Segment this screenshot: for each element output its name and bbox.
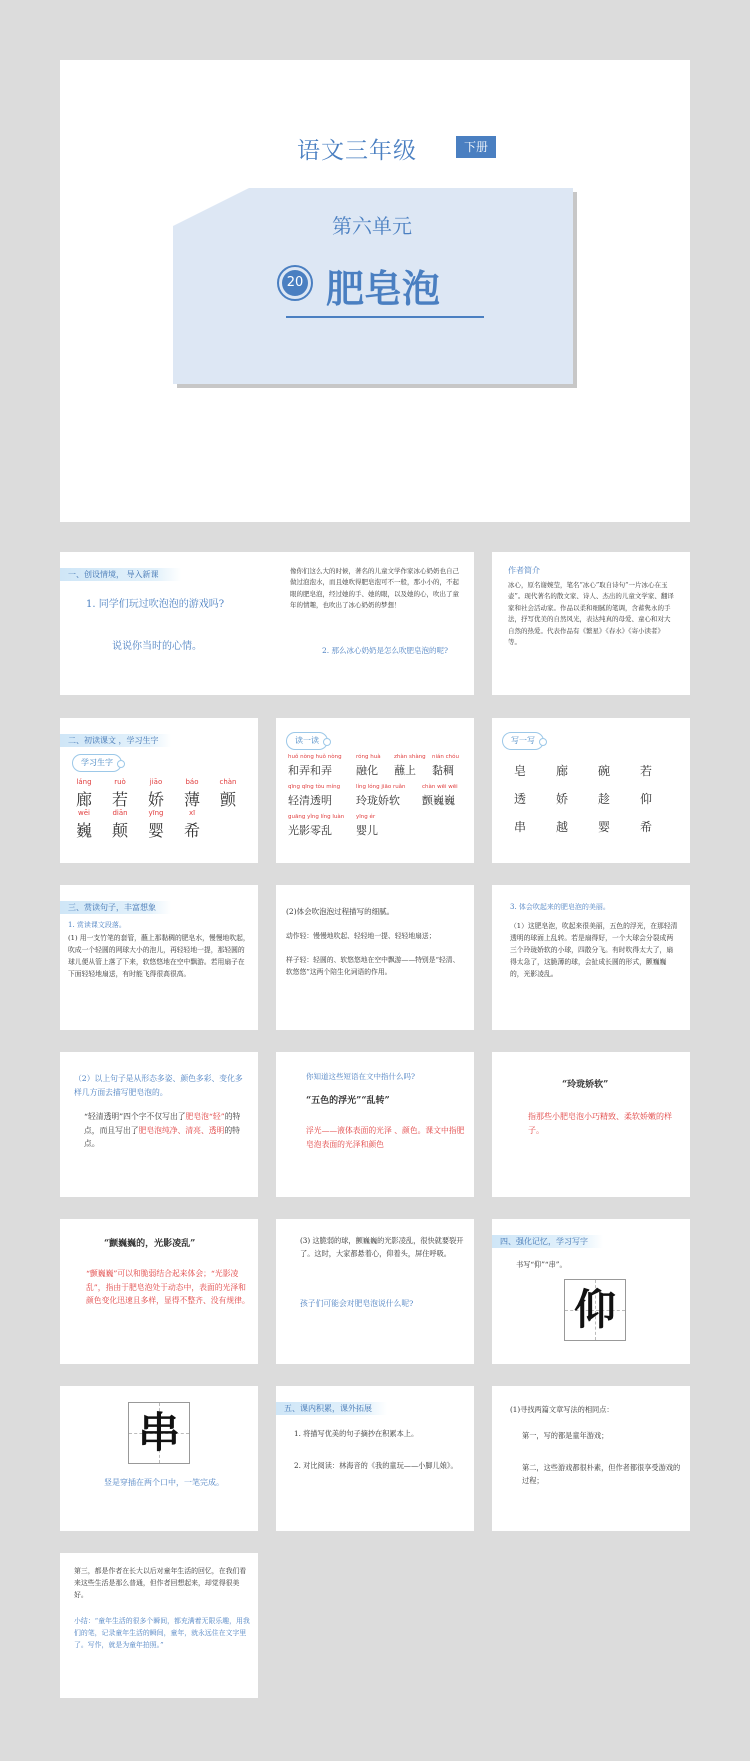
label-cloud: 学习生字 — [72, 754, 122, 772]
write-character: 婴 — [598, 820, 611, 834]
phrase: “玲珑娇软” — [562, 1080, 609, 1090]
character: 薄 — [183, 790, 200, 809]
answer-text-1: “轻清透明”四个字不仅写出了 — [84, 1112, 186, 1121]
answer-highlight-1: 肥皂泡“轻” — [185, 1112, 225, 1121]
character: 娇 — [147, 790, 164, 809]
word-pinyin: chàn wēi wēi — [422, 784, 458, 790]
slide-2 — [276, 552, 474, 695]
lesson-title: 肥皂泡 — [326, 267, 441, 311]
write-character: 希 — [640, 820, 653, 834]
word-pinyin: róng huà — [356, 754, 381, 760]
pinyin: wēi — [78, 809, 90, 817]
write-character: 仰 — [640, 792, 653, 806]
slide-16 — [60, 1386, 258, 1531]
word: 和弄和弄 — [288, 764, 332, 777]
slide-13 — [60, 1219, 258, 1364]
slide-1 — [60, 552, 287, 695]
label-cloud: 写一写 — [502, 732, 544, 750]
practice-character: 仰 — [573, 1285, 616, 1334]
write-character: 碗 — [598, 764, 611, 778]
paragraph-2: 样子轻：轻圆的、软悠悠地在空中飘游——特别是“轻清、软悠悠”这两个陪生化词语的作用。 — [286, 956, 460, 976]
paragraph-1: 动作轻：慢慢地吹起、轻轻地一提、轻轻地扇送； — [286, 932, 436, 940]
question: （2）以上句子是从形态多姿、颜色多彩、变化多样几方面去描写肥皂泡的。 — [74, 1074, 243, 1097]
write-character: 娇 — [556, 792, 569, 806]
heading: (1)寻找两篇文章写法的相同点： — [510, 1405, 614, 1414]
word-pinyin: qīng qīng tòu míng — [288, 784, 341, 790]
unit-title: 第六单元 — [332, 214, 412, 238]
pinyin: láng — [76, 778, 92, 786]
answer: 浮光——液体表面的光泽 、颜色。课文中指肥皂泡表面的光泽和颜色 — [306, 1126, 465, 1149]
paragraph-1: 第一，写的都是童年游戏； — [522, 1431, 609, 1440]
write-character: 趁 — [598, 792, 611, 806]
question: 你知道这些短语在文中指什么吗? — [306, 1072, 416, 1081]
question: 1. 同学们玩过吹泡泡的游戏吗? — [86, 599, 225, 610]
character: 廊 — [75, 790, 92, 809]
write-character: 皂 — [514, 764, 527, 778]
section-tag: 二、初读课文 ，学习生字 — [60, 734, 171, 747]
section-tag: 四、强化记忆，学习写字 — [492, 1235, 603, 1248]
slide-5 — [276, 718, 474, 863]
lesson-number: 20 — [282, 270, 308, 296]
stroke-note: 竖是穿插在两个口中，一笔完成。 — [104, 1478, 224, 1487]
word-pinyin: nián chóu — [432, 754, 459, 760]
pinyin: ruò — [114, 778, 126, 786]
phrase: “五色的浮光”“乱转” — [306, 1096, 390, 1106]
answer-highlight-2: 肥皂泡纯净、清亮、透明 — [138, 1125, 225, 1135]
section-title: 作者简介 — [508, 566, 540, 575]
word-pinyin: huǒ nòng huǒ nòng — [288, 754, 342, 760]
cover-slide — [60, 60, 690, 522]
word: 颤巍巍 — [422, 794, 455, 807]
answer: “颤巍巍”可以和脆弱结合起来体会；“光影凌乱”，指由于肥皂泡处于动态中，表面的光泽和颜色变化迅速且多样，显得不整齐、没有规律。 — [86, 1269, 250, 1306]
word-pinyin: yīng ér — [356, 814, 376, 820]
slide-8 — [276, 885, 474, 1030]
answer-text-3: 的特点。 — [84, 1125, 240, 1149]
answer: 指那些小肥皂泡小巧精致、柔软娇嫩的样子。 — [528, 1112, 672, 1135]
write-character: 越 — [556, 820, 569, 834]
phrase: “颤巍巍的，光影凌乱” — [104, 1239, 196, 1249]
sub-heading: 1. 赏读课文段落。 — [68, 921, 126, 929]
slide-19 — [60, 1553, 258, 1698]
volume-badge: 下册 — [456, 136, 496, 158]
word: 婴儿 — [356, 824, 378, 837]
section-tag: 五、课内积累，课外拓展 — [276, 1402, 387, 1415]
word-pinyin: líng lóng jiāo ruǎn — [356, 784, 406, 790]
character: 若 — [111, 790, 128, 809]
slide-14 — [276, 1219, 474, 1364]
paragraph-2: 第二，这些游戏都很朴素，但作者都很享受游戏的过程； — [522, 1463, 681, 1485]
slide-7 — [60, 885, 258, 1030]
character: 颠 — [111, 821, 128, 840]
word: 蘸上 — [394, 764, 416, 777]
slide-10 — [60, 1052, 258, 1197]
writing-grid — [564, 1279, 626, 1341]
pinyin: jiāo — [149, 778, 163, 786]
slide-6 — [492, 718, 690, 863]
paragraph-1: 第三，都是作者在长大以后对童年生活的回忆，在我们看来这些生活是那么普通，但作者回想起来，却觉得很美好。 — [74, 1567, 247, 1600]
write-character: 若 — [640, 764, 653, 778]
slide-9 — [492, 885, 690, 1030]
pinyin: xī — [188, 809, 196, 817]
slide-18 — [492, 1386, 690, 1531]
character: 婴 — [147, 821, 164, 840]
slide-15 — [492, 1219, 690, 1364]
label-cloud: 读一读 — [286, 732, 328, 750]
word: 玲珑娇软 — [356, 794, 400, 807]
write-character: 透 — [514, 792, 527, 806]
write-character: 串 — [514, 820, 527, 834]
slide-12 — [492, 1052, 690, 1197]
slide-17 — [276, 1386, 474, 1531]
character: 巍 — [75, 821, 92, 840]
heading: (2)体会吹泡泡过程描写的细腻。 — [286, 907, 395, 916]
pinyin: diān — [112, 809, 128, 817]
section-tag: 一、创设情境， 导入新课 — [60, 568, 181, 581]
slide-3 — [492, 552, 690, 695]
question: 3. 体会吹起来的肥皂泡的美丽。 — [510, 903, 610, 911]
cover-grade: 语文三年级 — [297, 138, 417, 164]
body-text: (3) 这脆弱的球，颤巍巍的光影凌乱，很快就要裂开了。这时，大家都悬着心，仰着头，屏住呼吸。 — [300, 1236, 464, 1258]
word: 光影零乱 — [288, 824, 332, 837]
lesson-number-badge — [277, 265, 313, 301]
word-pinyin: guāng yǐng líng luàn — [288, 814, 345, 820]
writing-grid — [128, 1402, 190, 1464]
summary: 小结：“童年生活的很多个瞬间，都充满着无限乐趣，用我们的笔，记录童年生活的瞬间，童年，就永远住在文字里了。写作，就是为童年拍照。” — [74, 1617, 250, 1650]
pinyin: yīng — [148, 809, 164, 817]
character: 颤 — [219, 790, 236, 809]
paragraph-2: 2. 对比阅读：林海音的《我的童玩——小脚儿娘》。 — [294, 1461, 458, 1470]
word: 黏稠 — [432, 764, 454, 777]
sub-question: 说说你当时的心情。 — [112, 641, 202, 652]
slide-11 — [276, 1052, 474, 1197]
body-text: 冰心，原名谢婉莹，笔名“冰心”取自诗句“一片冰心在玉壶”。现代著名的散文家、诗人、杰出的儿童文学家、翻译家和社会活动家。作品以柔和细腻的笔调，含蓄隽永的手法，抒写优美的自然风光，表达纯真的母爱、童心和对大自然的热爱。代表作品有《繁星》《春水》《寄小读者》等。 — [508, 581, 674, 646]
practice-character: 串 — [137, 1408, 180, 1457]
answer-text-2: 的特点，而且写出了 — [84, 1112, 241, 1135]
slide-4 — [60, 718, 258, 863]
word: 轻清透明 — [288, 794, 332, 807]
question: 2. 那么冰心奶奶是怎么吹肥皂泡的呢? — [322, 646, 449, 655]
body-text: （1）这肥皂泡，吹起来很美丽，五色的浮光，在那轻清透明的球面上乱转。若是扇得好，一个大球会分裂成两三个玲珑娇软的小球，四散分飞。有时吹得太大了，扇得太急了，这脆薄的球，会扯成长圆的形式，颤巍巍的，光影凌乱。 — [510, 922, 678, 978]
character: 希 — [183, 821, 200, 840]
pinyin: báo — [185, 778, 199, 786]
answer — [84, 1110, 250, 1151]
body-text: (1) 用一支竹笔的套管，蘸上那黏稠的肥皂水，慢慢地吹起，吹成一个轻圆的网球大小的泡儿，再轻轻地一提，那轻圆的球儿便从管上落了下来，软悠悠地在空中飘游。若用扇子在下面轻轻地扇送，有时能飞得很高很高。 — [68, 934, 250, 978]
paragraph-1: 1. 将描写优美的句子摘抄在积累本上。 — [294, 1429, 419, 1438]
title-underline — [286, 316, 484, 318]
pinyin: chàn — [219, 778, 237, 786]
word-pinyin: zhàn shàng — [394, 754, 426, 760]
body-text: 像你们这么大的时候，著名的儿童文学作家冰心奶奶也自己做过泡泡水，而且她吹得肥皂泡可不一般，那小小的，不起眼的肥皂泡，经过她的手、她的眼，以及她的心，吹出了童年的情趣，也吹出了冰心奶奶的梦想！ — [290, 567, 459, 610]
word: 融化 — [356, 764, 378, 777]
question: 孩子们可能会对肥皂泡说什么呢? — [300, 1299, 414, 1308]
section-tag: 三、赏读句子，丰富想象 — [60, 901, 171, 914]
instruction: 书写“仰”“串”。 — [516, 1260, 567, 1269]
write-character: 廊 — [556, 764, 569, 778]
